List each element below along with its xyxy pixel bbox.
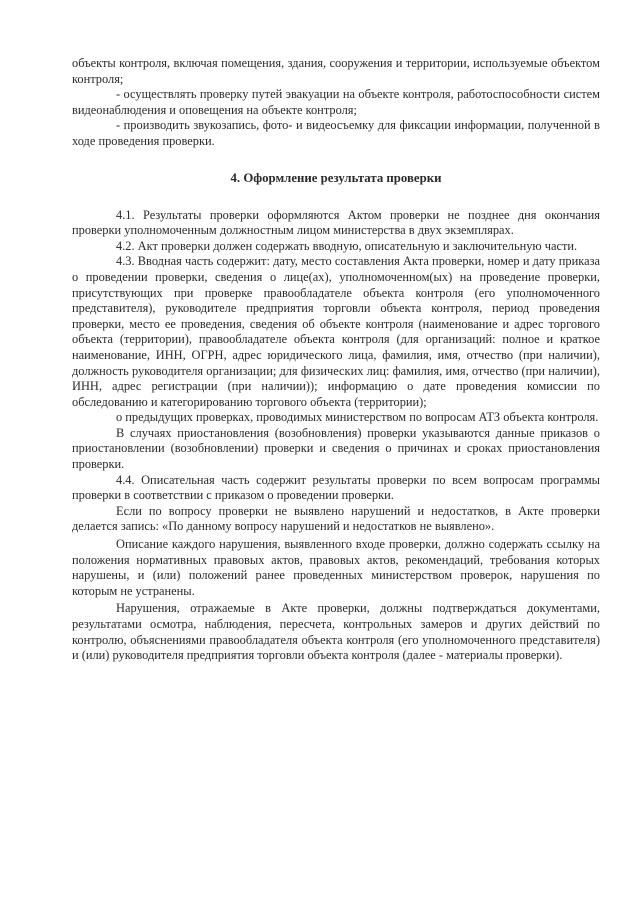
paragraph-violation-description: Описание каждого нарушения, выявленного входе проверки, должно содержать ссылку на положения нормативных правовых актов, правовых актов, рекомендаций, требования которых нарушены, и (или) положений ранее проведенных министерством проверок, нарушения по которым не устранены. (72, 537, 600, 598)
intro-paragraph: - осуществлять проверку путей эвакуации на объекте контроля, работоспособности систем видеонаблюдения и оповещения на объекте контроля; (72, 87, 600, 117)
paragraph-4-1: 4.1. Результаты проверки оформляются Актом проверки не позднее дня окончания проверки уполномоченным должностным лицом министерства в двух экземплярах. (72, 207, 600, 238)
paragraph-violation-evidence: Нарушения, отражаемые в Акте проверки, должны подтверждаться документами, результатами осмотра, наблюдения, пересчета, контрольных замеров и других действий по контролю, объяснениями правообладателя объекта контроля (его уполномоченного представителя) и (или) руководителя предприятия торговли объекта контроля (далее - материалы проверки). (72, 601, 600, 663)
intro-paragraph: объекты контроля, включая помещения, здания, сооружения и территории, используемые объектом контроля; (72, 56, 600, 86)
paragraph-4-3: 4.3. Вводная часть содержит: дату, место составления Акта проверки, номер и дату приказа о проведении проверки, сведения о лице(ах), уполномоченном(ых) на проведение проверки, присутствующих при проверке правообладателе объекта контроля (его уполномоченного представителя), руководителе предприятия торговли объекта контроля, период проведения проверки, место ее проведения, сведения об объекте контроля (наименование и адрес торгового объекта (территории), правообладателе объекта контроля (для организаций: полное и краткое наименование, ИНН, ОГРН, адрес юридического лица, фамилия, имя, отчество (при наличии), должность руководителя организации; для физических лиц: фамилия, имя, отчество (при наличии), ИНН, адрес регистрации (при наличии)); информацию о дате проведения комиссии по обследованию и категорированию торгового объекта (территории); (72, 254, 600, 409)
paragraph-4-2: 4.2. Акт проверки должен содержать вводную, описательную и заключительную части. (116, 238, 578, 253)
document-body (72, 56, 600, 664)
paragraph-no-violations: Если по вопросу проверки не выявлено нарушений и недостатков, в Акте проверки делается запись: «По данному вопросу нарушений и недостатков не выявлено». (72, 503, 600, 534)
paragraph-previous-checks: о предыдущих проверках, проводимых министерством по вопросам АТЗ объекта контроля. (116, 410, 599, 425)
section-heading: 4. Оформление результата проверки (230, 170, 442, 185)
paragraph-suspension: В случаях приостановления (возобновления) проверки указываются данные приказов о приостановлении (возобновлении) проверки и сведения о причинах и сроках приостановления проверки. (72, 425, 600, 472)
paragraph-4-4: 4.4. Описательная часть содержит результаты проверки по всем вопросам программы проверки в соответствии с приказом о проведении проверки. (72, 472, 600, 503)
intro-paragraph: - производить звукозапись, фото- и видеосъемку для фиксации информации, полученной в ходе проведения проверки. (72, 118, 600, 148)
